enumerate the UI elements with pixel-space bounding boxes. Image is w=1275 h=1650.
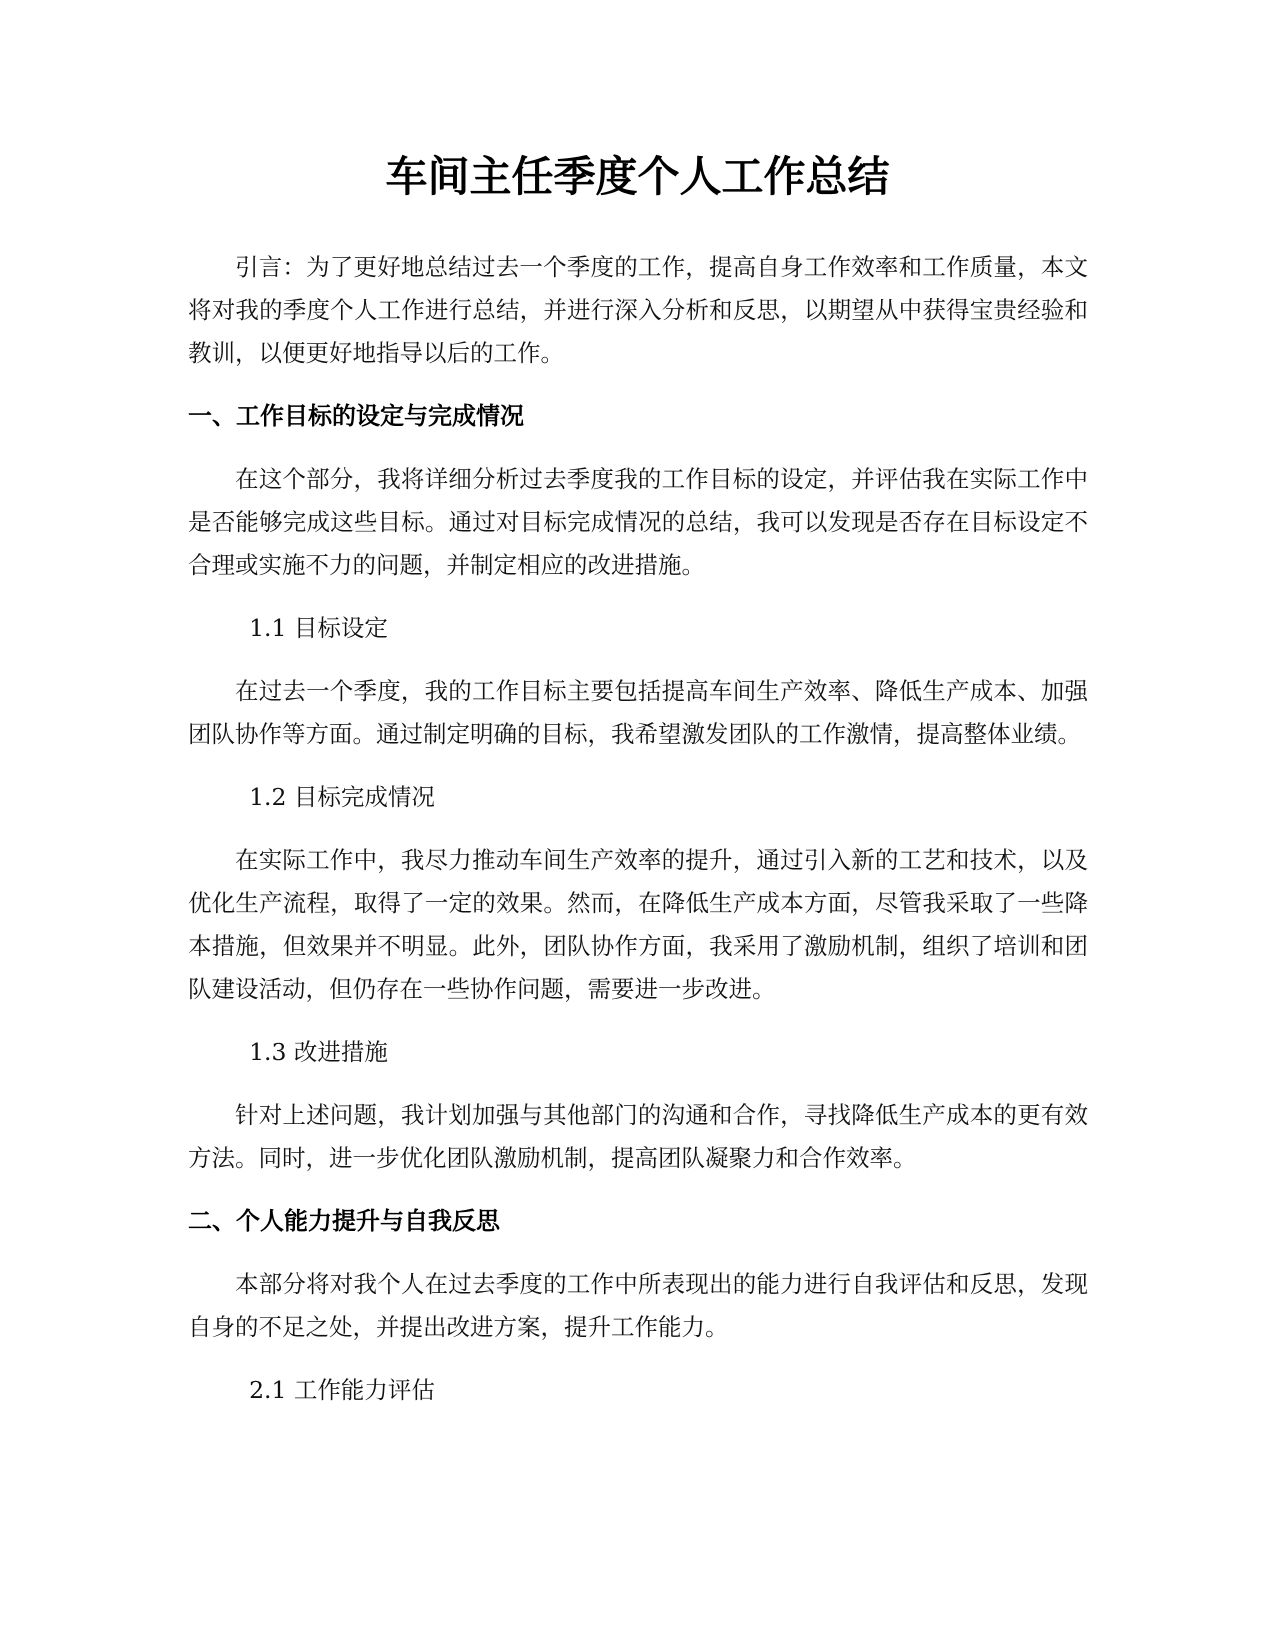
section-1-heading: 一、工作目标的设定与完成情况 bbox=[188, 402, 524, 430]
subsection-1-1-heading: 1.1 目标设定 bbox=[249, 614, 388, 642]
section-2-heading: 二、个人能力提升与自我反思 bbox=[188, 1207, 500, 1235]
subsection-1-1-paragraph: 在过去一个季度，我的工作目标主要包括提高车间生产效率、降低生产成本、加强团队协作等方面。通过制定明确的目标，我希望激发团队的工作激情，提高整体业绩。 bbox=[188, 677, 1088, 748]
intro-paragraph: 引言：为了更好地总结过去一个季度的工作，提高自身工作效率和工作质量，本文将对我的季度个人工作进行总结，并进行深入分析和反思，以期望从中获得宝贵经验和教训，以便更好地指导以后的工作。 bbox=[188, 253, 1088, 367]
section-2-paragraph: 本部分将对我个人在过去季度的工作中所表现出的能力进行自我评估和反思，发现自身的不足之处，并提出改进方案，提升工作能力。 bbox=[188, 1270, 1088, 1341]
subsection-1-2-heading: 1.2 目标完成情况 bbox=[249, 783, 435, 811]
page-title: 车间主任季度个人工作总结 bbox=[385, 152, 890, 201]
subsection-1-2-paragraph: 在实际工作中，我尽力推动车间生产效率的提升，通过引入新的工艺和技术，以及优化生产流程，取得了一定的效果。然而，在降低生产成本方面，尽管我采取了一些降本措施，但效果并不明显。此外，团队协作方面，我采用了激励机制，组织了培训和团队建设活动，但仍存在一些协作问题，需要进一步改进。 bbox=[188, 846, 1088, 1003]
subsection-1-3-paragraph: 针对上述问题，我计划加强与其他部门的沟通和合作，寻找降低生产成本的更有效方法。同时，进一步优化团队激励机制，提高团队凝聚力和合作效率。 bbox=[188, 1101, 1088, 1172]
subsection-2-1-heading: 2.1 工作能力评估 bbox=[249, 1376, 435, 1404]
section-1-paragraph: 在这个部分，我将详细分析过去季度我的工作目标的设定，并评估我在实际工作中是否能够完成这些目标。通过对目标完成情况的总结，我可以发现是否存在目标设定不合理或实施不力的问题，并制定相应的改进措施。 bbox=[188, 465, 1088, 579]
document-body bbox=[188, 246, 1088, 1432]
subsection-1-3-heading: 1.3 改进措施 bbox=[249, 1038, 388, 1066]
